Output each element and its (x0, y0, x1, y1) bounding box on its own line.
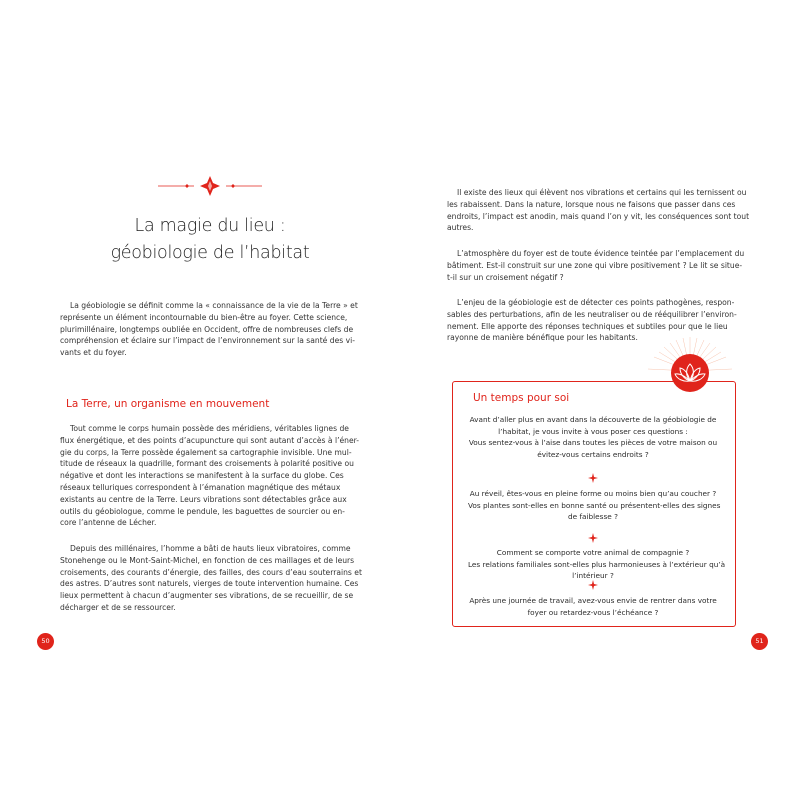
four-point-star-icon (588, 580, 598, 590)
text-line: core l’antenne de Lécher. (60, 518, 157, 528)
question-line: Vous sentez-vous à l’aise dans toutes les pièces de votre maison ou (468, 438, 718, 447)
text-line: représente un élément incontournable du bien-être au foyer. Cette science, (60, 312, 348, 322)
text-line: Depuis des millénaires, l’homme a bâti de hauts lieux vibratoires, comme (70, 544, 351, 553)
question-line: l’habitat, je vous invite à vous poser ces questions : (498, 426, 688, 436)
question-line: l’intérieur ? (572, 571, 614, 580)
page-number-left: 50 (37, 633, 54, 650)
text-line: des astres. D’autres sont naturels, vierges de toute intervention humaine. Ces (60, 579, 359, 589)
question-group-3 (468, 547, 726, 582)
chapter-title-line-2: géobiologie de l’habitat (110, 243, 310, 263)
text-line: compréhension et éclaire sur l’impact de l’environnement sur la santé des vi- (60, 336, 355, 346)
question-line: Au réveil, êtes-vous en pleine forme ou moins bien qu’au coucher ? (469, 489, 717, 498)
text-line: négative et dont les interactions se manifestent à la surface du globe. Ces (60, 471, 344, 481)
question-group-1 (468, 414, 718, 460)
intro-paragraph (60, 300, 358, 359)
text-line: réseaux telluriques correspondent à l’émanation magnétique des métaux (60, 482, 341, 492)
text-line: outils du géobiologue, comme le pendule, les baguettes de sourcier ou en- (60, 506, 345, 516)
page-number-right: 51 (751, 633, 768, 650)
text-line: existants au centre de la Terre. Leurs vibrations sont détectables grâce aux (60, 494, 347, 504)
text-line: autres. (447, 223, 474, 233)
text-line: Tout comme le corps humain possède des méridiens, véritables lignes de (70, 424, 349, 433)
text-line: lieux permettent à chacun d’augmenter ses vibrations, de se recueillir, de se (60, 591, 354, 601)
question-line: foyer ou retardez-vous l’échéance ? (527, 607, 659, 617)
text-line: croisements, des courants d’énergie, des failles, des cours d’eau souterrains et (60, 567, 362, 577)
section-heading: La Terre, un organisme en mouvement (66, 398, 270, 410)
question-line: Les relations familiales sont-elles plus harmonieuses à l’extérieur qu’à (468, 559, 726, 569)
text-line: vants et du foyer. (60, 348, 127, 358)
text-line: les rabaissent. Dans la nature, lorsque nous ne faisons que passer dans ces (447, 199, 736, 209)
text-line: bâtiment. Est-il construit sur une zone qui vibre positivement ? Le lit se situe- (447, 260, 743, 270)
four-point-star-icon (588, 533, 598, 543)
body-paragraph-2 (60, 543, 362, 614)
four-point-star-icon (588, 473, 598, 483)
question-group-2 (468, 488, 721, 523)
chapter-title (60, 213, 360, 267)
text-line: L’enjeu de la géobiologie est de détecter ces points pathogènes, respon- (457, 298, 735, 307)
question-line: Vos plantes sont-elles en bonne santé ou présentent-elles des signes (468, 500, 721, 510)
text-line: flux énergétique, et des points d’acupuncture qui sont autant d’accès à l’éner- (60, 435, 360, 445)
text-line: gie du corps, la Terre possède également sa cartographie invisible. Une mul- (60, 447, 352, 457)
box-title: Un temps pour soi (473, 392, 570, 404)
question-group-4 (468, 595, 718, 618)
text-line: décharger et de se ressourcer. (60, 602, 176, 612)
text-line: nement. Elle apporte des réponses techniques et subtiles pour que le lieu (447, 321, 728, 331)
text-line: endroits, l’impact est anodin, mais quand l’on y vit, les conséquences sont tout (447, 211, 750, 221)
lotus-icon (640, 335, 740, 415)
question-line: évitez-vous certains endroits ? (537, 449, 649, 459)
text-line: titude de réseaux la quadrille, formant des croisements à polarité positive ou (60, 459, 354, 469)
body-paragraph-1 (60, 423, 360, 529)
text-line: La géobiologie se définit comme la « connaissance de la vie de la Terre » et (70, 301, 358, 310)
chapter-title-line-1: La magie du lieu : (134, 216, 286, 236)
question-line: Comment se comporte votre animal de compagnie ? (496, 548, 690, 557)
text-line: Il existe des lieux qui élèvent nos vibrations et certains qui les ternissent ou (457, 188, 747, 197)
text-line: L’atmosphère du foyer est de toute évidence teintée par l’emplacement du (457, 249, 745, 258)
diamond-ornament-icon (158, 176, 262, 196)
text-line: sables des perturbations, afin de les neutraliser ou de rééquilibrer l’environ- (447, 309, 737, 319)
question-line: Après une journée de travail, avez-vous envie de rentrer dans votre (469, 596, 717, 605)
right-paragraph-2 (447, 248, 745, 283)
right-paragraph-1 (447, 187, 750, 234)
text-line: t-il sur un croisement négatif ? (447, 272, 564, 282)
question-line: Avant d’aller plus en avant dans la découverte de la géobiologie de (469, 415, 717, 424)
question-line: de faiblesse ? (568, 512, 618, 521)
text-line: plurimillénaire, longtemps oubliée en Occident, offre de nombreuses clefs de (60, 324, 354, 334)
text-line: Stonehenge ou le Mont-Saint-Michel, en fonction de ces maillages et de leurs (60, 555, 355, 565)
text-line: rayonne de manière bénéfique pour les habitants. (447, 333, 638, 343)
